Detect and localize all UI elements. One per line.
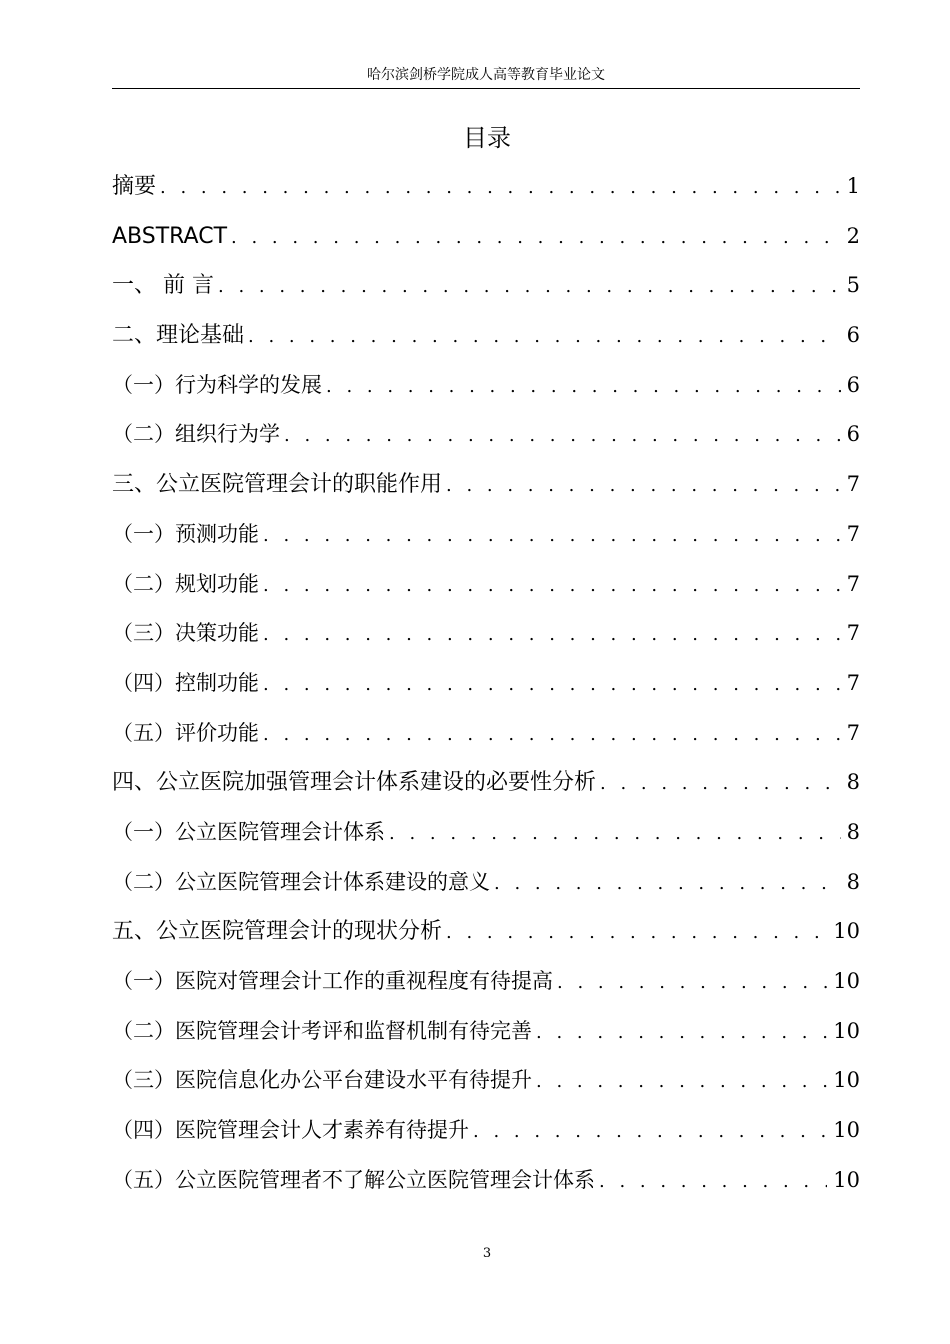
toc-entry-page: 6 xyxy=(846,422,860,447)
toc-entry-label: （二）规划功能 xyxy=(112,571,259,596)
toc-entry-page: 7 xyxy=(846,670,860,695)
toc-entry-label: （五）公立医院管理者不了解公立医院管理会计体系 xyxy=(112,1167,595,1192)
toc-entry[interactable] xyxy=(112,162,860,212)
dot-leader xyxy=(473,1107,827,1157)
toc-entry[interactable] xyxy=(112,212,860,262)
toc-entry[interactable] xyxy=(112,410,860,460)
toc-entry-page: 7 xyxy=(846,571,860,596)
toc-entry[interactable] xyxy=(112,808,860,858)
dot-leader xyxy=(557,958,827,1008)
toc-entry-page: 10 xyxy=(833,1018,860,1043)
toc-entry[interactable] xyxy=(112,261,860,311)
toc-entry[interactable] xyxy=(112,709,860,759)
toc-entry-page: 1 xyxy=(846,174,860,198)
toc-entry-page: 10 xyxy=(833,969,860,993)
dot-leader xyxy=(536,1008,827,1058)
toc-entry[interactable] xyxy=(112,659,860,709)
dot-leader xyxy=(263,660,841,710)
toc-entry[interactable] xyxy=(112,957,860,1007)
dot-leader xyxy=(389,809,841,859)
toc-entry-page: 10 xyxy=(833,1167,860,1192)
dot-leader xyxy=(536,1057,827,1107)
toc-entry-label: （五）评价功能 xyxy=(112,720,259,745)
toc-entry[interactable] xyxy=(112,1106,860,1156)
toc-entry[interactable] xyxy=(112,1156,860,1206)
toc-title: 目录 xyxy=(463,124,511,152)
toc-entry-label: （二）医院管理会计考评和监督机制有待完善 xyxy=(112,1018,532,1043)
toc-entry-label: 四、公立医院加强管理会计体系建设的必要性分析 xyxy=(112,770,597,796)
toc-entry-label: （一）公立医院管理会计体系 xyxy=(112,819,385,844)
dot-leader xyxy=(248,312,841,362)
toc-entry-page: 8 xyxy=(846,770,860,795)
toc-entry-label: （四）控制功能 xyxy=(112,670,259,695)
dot-leader xyxy=(326,362,841,412)
toc-entry-label: 三、公立医院管理会计的职能作用 xyxy=(112,472,443,498)
toc-entry[interactable] xyxy=(112,907,860,957)
dot-leader xyxy=(263,561,841,611)
toc-entry-page: 10 xyxy=(833,1068,860,1093)
toc-entry-page: 8 xyxy=(846,819,860,844)
toc-entry-label: 二、理论基础 xyxy=(112,323,245,349)
toc-entry[interactable] xyxy=(112,1056,860,1106)
toc-entry-label: 五、公立医院管理会计的现状分析 xyxy=(112,919,443,945)
dot-leader xyxy=(218,262,841,312)
toc-entry[interactable] xyxy=(112,560,860,610)
dot-leader xyxy=(263,710,841,760)
dot-leader xyxy=(231,213,841,263)
toc-entry[interactable] xyxy=(112,460,860,510)
toc-entry-label: （四）医院管理会计人才素养有待提升 xyxy=(112,1118,469,1143)
dot-leader xyxy=(160,163,841,213)
toc-entry-label: （一）医院对管理会计工作的重视程度有待提高 xyxy=(112,969,553,993)
toc-entry[interactable] xyxy=(112,311,860,361)
toc-entry-page: 7 xyxy=(846,720,860,745)
toc-entry-label: ABSTRACT xyxy=(112,223,228,249)
toc-entry-label: （二）公立医院管理会计体系建设的意义 xyxy=(112,869,490,894)
toc-entry-page: 10 xyxy=(833,919,860,944)
toc-entry-label: （一）预测功能 xyxy=(112,521,259,546)
toc-entry[interactable] xyxy=(112,609,860,659)
toc-entry-page: 8 xyxy=(846,869,860,894)
toc-entry[interactable] xyxy=(112,510,860,560)
toc-entry-page: 2 xyxy=(846,223,860,248)
dot-leader xyxy=(446,908,827,958)
toc-entry-label: （三）医院信息化办公平台建设水平有待提升 xyxy=(112,1068,532,1093)
toc-entry-label: （三）决策功能 xyxy=(112,621,259,646)
page-number: 3 xyxy=(482,1246,492,1261)
toc-entry[interactable] xyxy=(112,758,860,808)
toc-entry-page: 6 xyxy=(846,323,860,348)
toc-entry-label: 摘要 xyxy=(112,174,157,199)
toc-entry[interactable] xyxy=(112,361,860,411)
table-of-contents xyxy=(112,162,860,1205)
toc-entry-page: 5 xyxy=(846,273,860,298)
dot-leader xyxy=(284,411,841,461)
toc-entry-page: 7 xyxy=(846,521,860,546)
toc-entry-page: 10 xyxy=(833,1118,860,1143)
toc-entry-page: 6 xyxy=(846,372,860,397)
dot-leader xyxy=(494,859,841,909)
toc-entry-page: 7 xyxy=(846,621,860,646)
running-header: 哈尔滨剑桥学院成人高等教育毕业论文 xyxy=(112,62,860,89)
dot-leader xyxy=(263,610,841,660)
dot-leader xyxy=(600,759,841,809)
toc-entry-label: （二）组织行为学 xyxy=(112,422,280,447)
toc-entry[interactable] xyxy=(112,858,860,908)
dot-leader xyxy=(446,461,841,511)
toc-entry-label: 一、 前 言 xyxy=(112,273,214,299)
toc-entry-page: 7 xyxy=(846,472,860,497)
dot-leader xyxy=(599,1157,827,1207)
toc-entry[interactable] xyxy=(112,1007,860,1057)
dot-leader xyxy=(263,511,841,561)
toc-entry-label: （一）行为科学的发展 xyxy=(112,372,322,397)
